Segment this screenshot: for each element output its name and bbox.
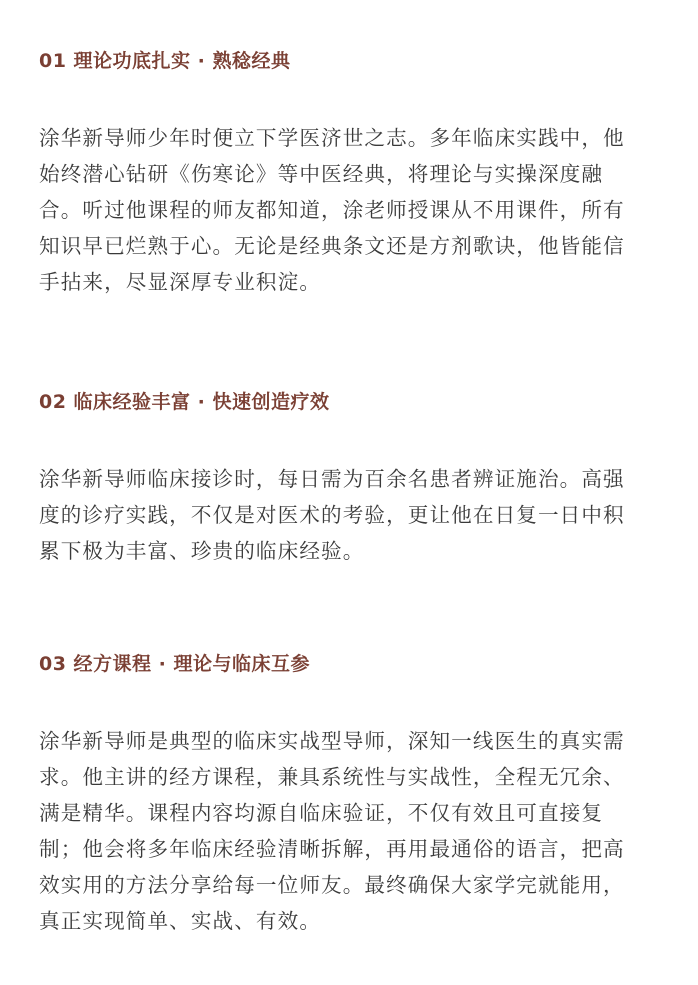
section-1-heading: 01 理论功底扎实 · 熟稔经典 [39, 50, 291, 72]
paragraph-line: 合。听过他课程的师友都知道，涂老师授课从不用课件，所有 [39, 198, 625, 222]
paragraph-line: 效实用的方法分享给每一位师友。最终确保大家学完就能用， [39, 873, 625, 897]
paragraph-line: 涂华新导师临床接诊时，每日需为百余名患者辨证施治。高强 [39, 467, 625, 491]
section-3-paragraph [39, 723, 659, 939]
paragraph-line: 满是精华。课程内容均源自临床验证，不仅有效且可直接复 [39, 801, 604, 825]
paragraph-line: 涂华新导师是典型的临床实战型导师，深知一线医生的真实需 [39, 729, 625, 753]
paragraph-line: 度的诊疗实践，不仅是对医术的考验，更让他在日复一日中积 [39, 503, 625, 527]
section-2-paragraph [39, 461, 659, 569]
paragraph-line: 求。他主讲的经方课程，兼具系统性与实战性，全程无冗余、 [39, 765, 625, 789]
section-1-paragraph [39, 120, 659, 300]
paragraph-line: 手拈来，尽显深厚专业积淀。 [39, 270, 322, 294]
paragraph-line: 始终潜心钻研《伤寒论》等中医经典，将理论与实操深度融 [39, 162, 604, 186]
paragraph-line: 涂华新导师少年时便立下学医济世之志。多年临床实践中，他 [39, 126, 625, 150]
section-3-heading: 03 经方课程 · 理论与临床互参 [39, 653, 311, 675]
section-2-heading: 02 临床经验丰富 · 快速创造疗效 [39, 391, 330, 413]
paragraph-line: 真正实现简单、实战、有效。 [39, 909, 322, 933]
paragraph-line: 制；他会将多年临床经验清晰拆解，再用最通俗的语言，把高 [39, 837, 625, 861]
paragraph-line: 知识早已烂熟于心。无论是经典条文还是方剂歌诀，他皆能信 [39, 234, 625, 258]
paragraph-line: 累下极为丰富、珍贵的临床经验。 [39, 539, 365, 563]
